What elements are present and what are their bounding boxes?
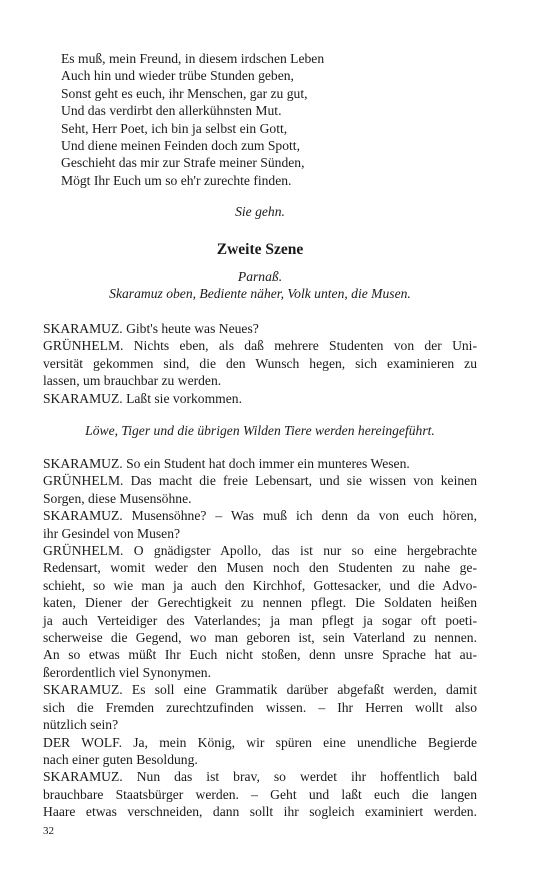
dialogue-line: An so etwas müßt Ihr Euch nicht stoßen, denn unsre Sprache hat au- — [43, 647, 477, 663]
verse-block — [61, 50, 324, 189]
dialogue-line: ßerordentlich viel Synonymen. — [43, 664, 211, 680]
scene-description — [43, 268, 477, 303]
dialogue-line: GRÜNHELM. O gnädigster Apollo, das ist nur so eine hergebrachte — [43, 543, 477, 559]
dialogue-line: SKARAMUZ. Es soll eine Grammatik darüber abgefaßt werden, damit — [43, 682, 477, 698]
dialogue-line: schieht, so wie man ja auch den Kirchhof, Gottesacker, und die Advo- — [43, 577, 477, 593]
verse-line: Seht, Herr Poet, ich bin ja selbst ein Gott, — [61, 120, 288, 136]
verse-line: Und diene meinen Feinden doch zum Spott, — [61, 138, 300, 154]
dialogue-line: ihr Gesindel von Musen? — [43, 525, 181, 541]
dialogue-block-2 — [43, 455, 477, 821]
dialogue-line: Redensart, womit weder den Musen noch den Studenten zu nahe ge- — [43, 560, 477, 576]
dialogue-line: SKARAMUZ. Nun das ist brav, so werdet ihr hoffentlich bald — [43, 769, 477, 785]
stage-direction-exit: Sie gehn. — [235, 204, 285, 219]
scene-place: Parnaß. — [237, 269, 283, 284]
verse-line: Auch hin und wieder trübe Stunden geben, — [61, 68, 294, 84]
dialogue-line: ja auch Verteidiger des Vaterlandes; ja man pflegt ja sogar oft poeti- — [43, 612, 477, 628]
dialogue-line: scherweise die Gegend, wo man geboren ist, sein Vaterland zu nennen. — [43, 630, 477, 646]
dialogue-line: nützlich sein? — [43, 717, 119, 733]
stage-direction-enter: Löwe, Tiger und die übrigen Wilden Tiere werden hereingeführt. — [85, 423, 435, 438]
dialogue-line: SKARAMUZ. So ein Student hat doch immer ein munteres Wesen. — [43, 456, 410, 471]
dialogue-line: SKARAMUZ. Musensöhne? – Was muß ich denn da von euch hören, — [43, 508, 477, 524]
dialogue-line: GRÜNHELM. Das macht die freie Lebensart, und sie wissen von keinen — [43, 473, 477, 489]
dialogue-line: SKARAMUZ. Gibt's heute was Neues? — [43, 321, 259, 336]
dialogue-line: brauchbare Staatsbürger werden. – Geht und laßt euch die langen — [43, 786, 477, 802]
dialogue-line: sich die Fremden zurechtzufinden wissen. – Ihr Herren wollt also — [43, 699, 477, 715]
dialogue-line: katen, Diener der Gerechtigkeit zu nennen pflegt. Die Soldaten heißen — [43, 595, 477, 611]
verse-line: Es muß, mein Freund, in diesem irdschen Leben — [61, 51, 325, 66]
dialogue-block-1 — [43, 320, 477, 407]
dialogue-line: versität gekommen sind, die den Wunsch hegen, sich examinieren zu — [43, 355, 477, 371]
dialogue-line: lassen, um brauchbar zu werden. — [43, 373, 222, 389]
dialogue-line: SKARAMUZ. Laßt sie vorkommen. — [43, 390, 242, 406]
dialogue-line: Sorgen, diese Musensöhne. — [43, 490, 192, 506]
scene-heading: Zweite Szene — [216, 241, 304, 258]
verse-line: Geschieht das mir zur Strafe meiner Sünden, — [61, 155, 305, 171]
verse-line: Und das verdirbt den allerkühnsten Mut. — [61, 103, 282, 119]
dialogue-line: Haare etwas verschneiden, dann sollt ihr sogleich examiniert werden. — [43, 804, 477, 820]
dialogue-line: GRÜNHELM. Nichts eben, als daß mehrere Studenten von der Uni- — [43, 338, 477, 354]
verse-line: Sonst geht es euch, ihr Menschen, gar zu gut, — [61, 85, 308, 101]
dialogue-line: nach einer guten Besoldung. — [43, 751, 198, 767]
scene-setting: Skaramuz oben, Bediente näher, Volk unten, die Musen. — [109, 286, 411, 302]
verse-line: Mögt Ihr Euch um so eh'r zurechte finden. — [61, 172, 292, 188]
page-number: 32 — [43, 825, 54, 837]
dialogue-line: DER WOLF. Ja, mein König, wir spüren eine unendliche Begierde — [43, 734, 477, 750]
